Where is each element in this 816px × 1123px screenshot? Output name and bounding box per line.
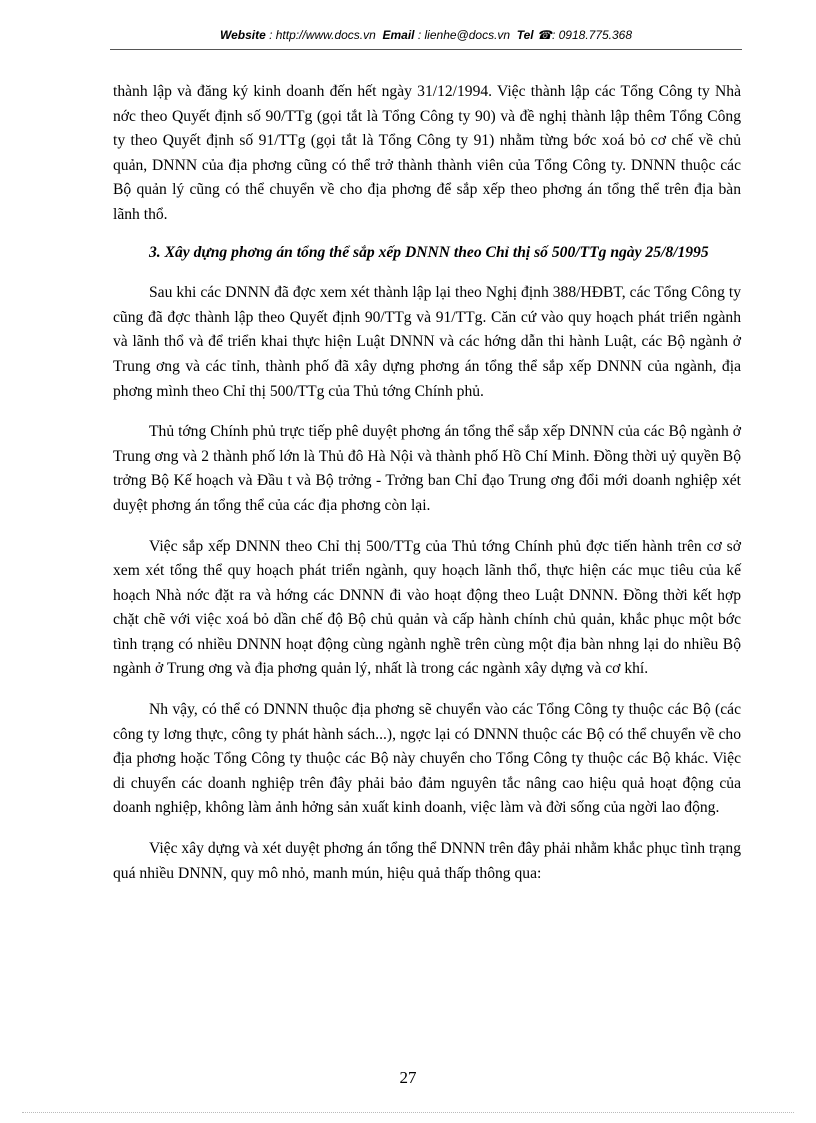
paragraph: Sau khi các DNNN đã đợc xem xét thành lập lại theo Nghị định 388/HĐBT, các Tổng Công ty cũng đã đợc thành lập theo Quyết định 90/TTg và 91/TTg. Căn cứ vào quy hoạch phát triển ngành và lãnh thổ và để triển khai thực hiện Luật DNNN và các hớng dẫn thi hành Luật, các Bộ ngành ở Trung ơng và các tỉnh, thành phố đã xây dựng phơng án tổng thể sắp xếp DNNN của ngành, địa phơng mình theo Chỉ thị 500/TTg của Thủ tớng Chính phủ.	[113, 284, 741, 400]
email-value: : lienhe@docs.vn	[417, 28, 511, 42]
email-label: Email	[382, 28, 415, 42]
paragraph: Nh vậy, có thể có DNNN thuộc địa phơng sẽ chuyển vào các Tổng Công ty thuộc các Bộ (các công ty lơng thực, công ty phát hành sách...), ngợc lại có DNNN thuộc các Bộ có thể chuyển về cho địa phơng hoặc Tổng Công ty thuộc các Bộ này chuyển cho Tổng Công ty thuộc các Bộ khác. Việc di chuyển các doanh nghiệp trên đây phải bảo đảm nguyên tắc nâng cao hiệu quả hoạt động của doanh nghiệp, không làm ảnh hởng sản xuất kinh doanh, việc làm và đời sống của ngời lao động.	[113, 701, 741, 817]
paragraph: Thủ tớng Chính phủ trực tiếp phê duyệt phơng án tổng thể sắp xếp DNNN của các Bộ ngành ở Trung ơng và 2 thành phố lớn là Thủ đô Hà Nội và thành phố Hồ Chí Minh. Đồng thời uỷ quyền Bộ trởng Bộ Kế hoạch và Đầu t và Bộ trởng - Trởng ban Chỉ đạo Trung ơng đổi mới doanh nghiệp xét duyệt phơng án tổng thể của các địa phơng còn lại.	[113, 423, 741, 514]
document-body	[113, 80, 741, 886]
tel-label: Tel	[516, 28, 534, 42]
page-header	[110, 28, 742, 42]
footer-dotted-line	[22, 1112, 794, 1113]
paragraph-continuation: thành lập và đăng ký kinh doanh đến hết ngày 31/12/1994. Việc thành lập các Tổng Công ty Nhà nớc theo Quyết định số 90/TTg (gọi tắt là Tổng Công ty 90) và đề nghị thành lập thêm Tổng Công ty theo Quyết định số 91/TTg (gọi tắt là Tổng Công ty 91) nhằm từng bớc xoá bỏ cơ chế về chủ quản, DNNN của địa phơng cũng có thể trở thành thành viên của Tổng Công ty. DNNN thuộc các Bộ quản lý cũng có thể chuyển về cho địa phơng để sắp xếp theo phơng án tổng thể trên địa bàn lãnh thổ.	[113, 83, 741, 223]
phone-icon: ☎	[537, 28, 552, 42]
website-value: : http://www.docs.vn	[269, 28, 376, 42]
tel-value: : 0918.775.368	[551, 28, 633, 42]
paragraph: Việc xây dựng và xét duyệt phơng án tổng thể DNNN trên đây phải nhằm khắc phục tình trạng quá nhiều DNNN, quy mô nhỏ, manh mún, hiệu quả thấp thông qua:	[113, 840, 741, 882]
paragraph: Việc sắp xếp DNNN theo Chỉ thị 500/TTg của Thủ tớng Chính phủ đợc tiến hành trên cơ sở xem xét tổng thể quy hoạch phát triển ngành, quy hoạch lãnh thổ, thực hiện các mục tiêu của kế hoạch Nhà nớc đặt ra và hớng các DNNN đi vào hoạt động theo Luật DNNN. Đồng thời kết hợp chặt chẽ với việc xoá bỏ dần chế độ Bộ chủ quản và cấp hành chính chủ quản, khắc phục một bớc tình trạng có nhiều DNNN hoạt động cùng ngành nghề trên cùng một địa bàn nhng lại do nhiều Bộ ngành ở Trung ơng và địa phơng quản lý, nhất là trong các ngành xây dựng và cơ khí.	[113, 537, 741, 678]
header-divider	[110, 49, 742, 50]
website-label: Website	[219, 28, 266, 42]
page-number: 27	[399, 1068, 417, 1087]
section-heading: 3. Xây dựng phơng án tổng thể sắp xếp DNNN theo Chỉ thị số 500/TTg ngày 25/8/1995	[149, 243, 709, 261]
